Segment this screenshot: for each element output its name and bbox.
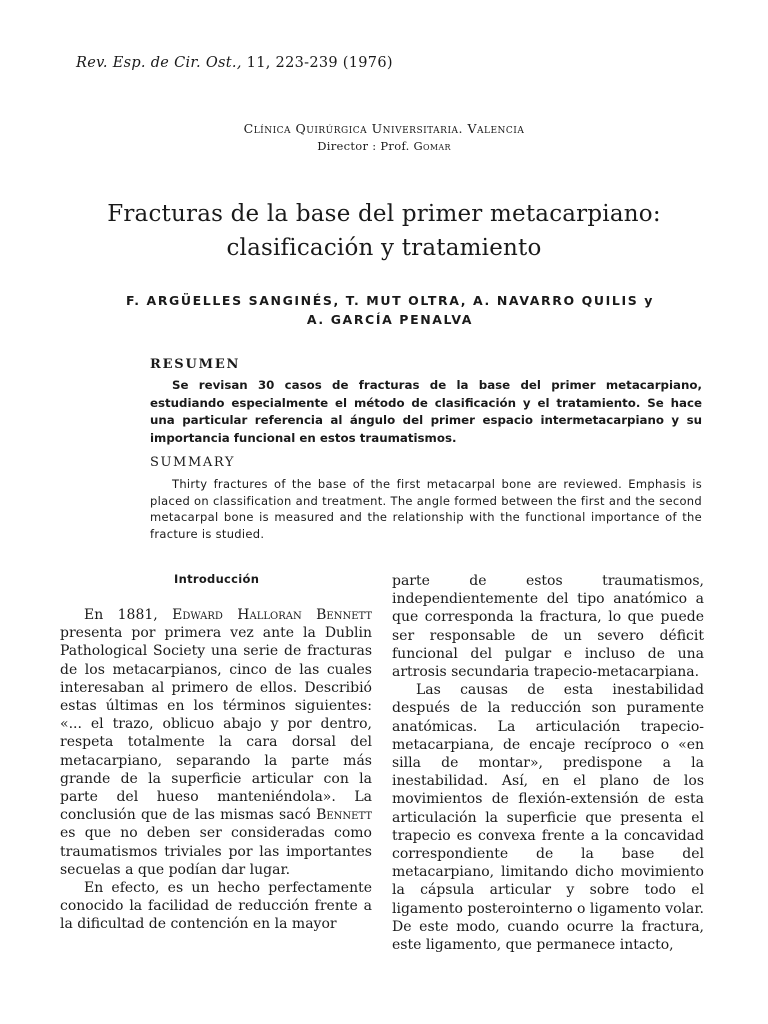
- article-title: [0, 197, 768, 265]
- resumen-heading: RESUMEN: [150, 357, 241, 372]
- clinic-affiliation: [0, 121, 768, 136]
- introduction-heading: Introducción: [174, 572, 260, 586]
- left-paragraph-1: [60, 606, 372, 879]
- left-p1-middle: presenta por primera vez ante la Dublin Pathological Society una serie de fracturas de los metacarpianos, cinco de las cuales interesaban al primero de ellos. Describió estas últimas en los términos siguientes: «... el trazo, oblicuo abajo y por dentro, respeta totalmente la cara dorsal del metacarpiano, separando la parte más grande de la superficie articular con la parte del hueso manteniéndola». La conclusión que de las mismas sacó: [60, 625, 372, 824]
- authors-line-1: F. ARGÜELLES SANGINÉS, T. MUT OLTRA, A. NAVARRO QUILIS y: [125, 293, 655, 308]
- author-name-bennett: Bennett: [316, 807, 372, 824]
- left-p1-start: En 1881,: [84, 607, 158, 623]
- clinic-name: Clínica Quirúrgica Universitaria. Valencia: [243, 121, 525, 136]
- author-name-bennett-full: Edward Halloran Bennett: [172, 607, 373, 623]
- authors-line-2: A. GARCÍA PENALVA: [306, 312, 474, 327]
- title-line-2: clasificación y tratamiento: [226, 235, 542, 261]
- citation-volume-pages: 11, 223-239 (1976): [246, 55, 393, 71]
- right-paragraph-1: parte de estos traumatismos, independientemente del tipo anatómico a que corresponda la fractura, lo que puede ser responsable de un severo déficit funcional del pulgar e incluso de una artrosis secundaria trapecio-metacarpiana.: [392, 573, 704, 681]
- director-line: [0, 139, 768, 153]
- journal-citation: [76, 55, 393, 71]
- summary-text: Thirty fractures of the base of the first metacarpal bone are reviewed. Emphasis is placed on classification and treatment. The angle formed between the first and the second metacarpal bone is measured and the relationship with the functional importance of the fracture is studied.: [150, 477, 702, 541]
- right-column: [392, 572, 704, 954]
- citation-journal: Rev. Esp. de Cir. Ost.,: [76, 55, 242, 71]
- director-label: Director : Prof.: [317, 139, 410, 153]
- left-paragraph-2: En efecto, es un hecho perfectamente conocido la facilidad de reducción frente a la dificultad de contención en la mayor: [60, 880, 372, 933]
- resumen-text: Se revisan 30 casos de fracturas de la base del primer metacarpiano, estudiando especialmente el método de clasificación y el tratamiento. Se hace una particular referencia al ángulo del primer espacio intermetacarpiano y su importancia funcional en estos traumatismos.: [150, 378, 702, 445]
- left-p1-end: es que no deben ser consideradas como traumatismos triviales por las importantes secuelas a que podían dar lugar.: [60, 825, 372, 878]
- summary-heading: SUMMARY: [150, 455, 236, 470]
- authors: [60, 291, 720, 329]
- left-column: [60, 606, 372, 934]
- director-name: Gomar: [413, 139, 451, 153]
- title-line-1: Fracturas de la base del primer metacarpiano:: [107, 201, 661, 227]
- right-paragraph-2: Las causas de esta inestabilidad después de la reducción son puramente anatómicas. La articulación trapecio-metacarpiana, de encaje recíproco o «en silla de montar», predispone a la inestabilidad. Así, en el plano de los movimientos de flexión-extensión de esta articulación la superficie que presenta el trapecio es convexa frente a la concavidad correspondiente de la base del metacarpiano, limitando dicho movimiento la cápsula articular y sobre todo el ligamento posterointerno o ligamento volar. De este modo, cuando ocurre la fractura, este ligamento, que permanece intacto,: [392, 682, 704, 954]
